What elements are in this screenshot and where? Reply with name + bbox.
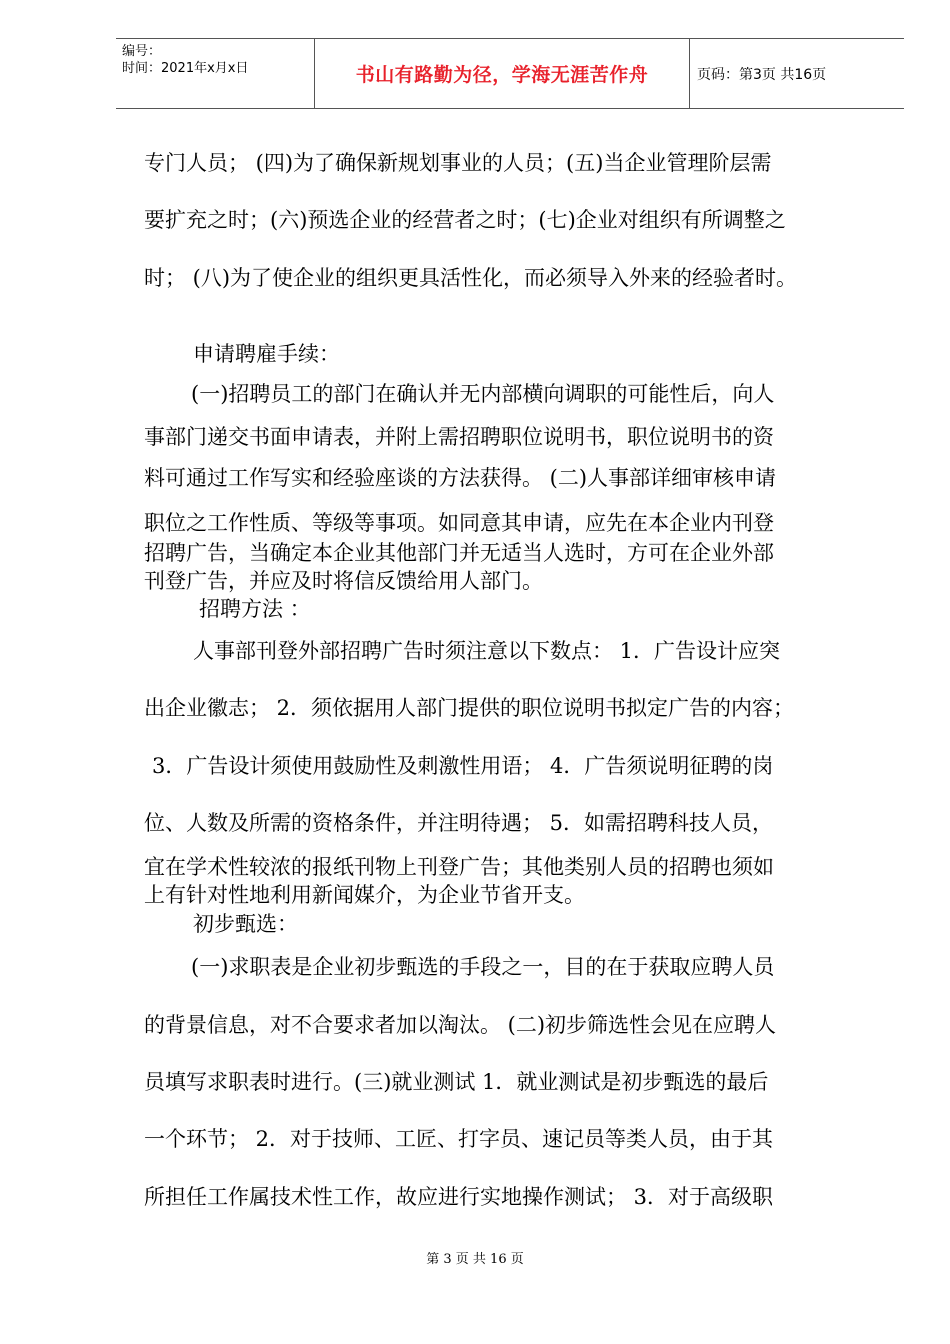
text-line: (一)求职表是企业初步甄选的手段之一，目的在于获取应聘人员 (191, 955, 775, 979)
text-line: 员填写求职表时进行。(三)就业测试 1．就业测试是初步甄选的最后 (144, 1070, 769, 1094)
header-page-number: 页码：第3页 共16页 (697, 66, 827, 83)
text-line: 的背景信息，对不合要求者加以淘汰。 (二)初步筛选性会见在应聘人 (144, 1013, 777, 1037)
text-line: 所担任工作属技术性工作，故应进行实地操作测试； 3．对于高级职 (144, 1185, 774, 1209)
document-time-label: 时间：2021年x月x日 (122, 61, 249, 76)
text-line: 位、人数及所需的资格条件，并注明待遇； 5．如需招聘科技人员， (144, 811, 774, 835)
text-line: 3．广告设计须使用鼓励性及刺激性用语； 4．广告须说明征聘的岗 (152, 754, 774, 778)
text-line: 时； (八)为了使企业的组织更具活性化，而必须导入外来的经验者时。 (144, 266, 798, 290)
text-line: 事部门递交书面申请表，并附上需招聘职位说明书，职位说明书的资 (144, 425, 774, 449)
header-meta (116, 39, 314, 108)
text-line: 招聘广告，当确定本企业其他部门并无适当人选时，方可在企业外部 (144, 541, 774, 565)
document-number-label: 编号： (122, 44, 162, 59)
section-heading: 招聘方法 ： (199, 597, 311, 621)
text-line: 出企业徽志； 2．须依据用人部门提供的职位说明书拟定广告的内容； (144, 696, 795, 720)
text-line: 上有针对性地利用新闻媒介，为企业节省开支。 (144, 883, 585, 907)
header-motto: 书山有路勤为径，学海无涯苦作舟 (314, 39, 690, 108)
page-footer: 第 3 页 共 16 页 (426, 1252, 524, 1267)
text-line: 要扩充之时；(六)预选企业的经营者之时；(七)企业对组织有所调整之 (144, 208, 786, 232)
section-heading: 初步甄选： (193, 912, 298, 936)
page-header (116, 38, 904, 109)
text-line: (一)招聘员工的部门在确认并无内部横向调职的可能性后，向人 (191, 382, 775, 406)
section-heading: 申请聘雇手续： (193, 342, 340, 366)
text-line: 宜在学术性较浓的报纸刊物上刊登广告；其他类别人员的招聘也须如 (144, 855, 774, 879)
text-line: 职位之工作性质、等级等事项。如同意其申请，应先在本企业内刊登 (144, 511, 774, 535)
text-line: 一个环节； 2．对于技师、工匠、打字员、速记员等类人员，由于其 (144, 1127, 774, 1151)
text-line: 人事部刊登外部招聘广告时须注意以下数点： 1．广告设计应突 (193, 639, 781, 663)
text-line: 料可通过工作写实和经验座谈的方法获得。 (二)人事部详细审核申请 (144, 466, 777, 490)
text-line: 刊登广告，并应及时将信反馈给用人部门。 (144, 569, 543, 593)
text-line: 专门人员； (四)为了确保新规划事业的人员；(五)当企业管理阶层需 (144, 151, 772, 175)
